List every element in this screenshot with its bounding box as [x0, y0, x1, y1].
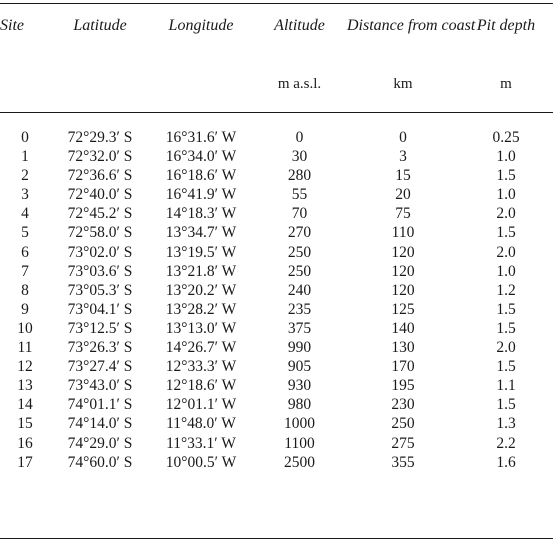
cell-altitude: 905 — [287, 358, 312, 376]
cell-latitude: 73°26.3′ S — [67, 339, 133, 357]
table-row — [0, 243, 553, 262]
cell-pit-depth: 2.2 — [496, 434, 516, 452]
cell-site: 7 — [21, 262, 29, 280]
cell-longitude: 13°21.8′ W — [165, 262, 237, 280]
cell-latitude: 72°58.0′ S — [67, 224, 133, 242]
cell-altitude: 250 — [287, 243, 312, 261]
unit-distance: km — [393, 76, 413, 92]
cell-longitude: 12°18.6′ W — [165, 377, 237, 395]
cell-altitude: 270 — [287, 224, 312, 242]
cell-pit-depth: 1.3 — [496, 415, 516, 433]
cell-distance: 140 — [391, 319, 415, 337]
cell-latitude: 74°29.0′ S — [67, 434, 133, 452]
cell-site: 11 — [17, 339, 33, 357]
cell-latitude: 74°60.0′ S — [67, 453, 133, 471]
cell-latitude: 73°03.6′ S — [67, 262, 133, 280]
table-row — [0, 338, 553, 357]
cell-longitude: 14°26.7′ W — [165, 339, 237, 357]
cell-distance: 230 — [391, 396, 415, 414]
cell-longitude: 16°41.9′ W — [165, 186, 237, 204]
table-row — [0, 414, 553, 433]
cell-altitude: 1100 — [284, 434, 315, 452]
unit-pit-depth: m — [500, 76, 512, 92]
cell-pit-depth: 1.5 — [496, 224, 516, 242]
cell-distance: 3 — [399, 148, 407, 166]
cell-pit-depth: 1.5 — [496, 396, 516, 414]
cell-site: 14 — [17, 396, 33, 414]
cell-pit-depth: 2.0 — [496, 243, 516, 261]
cell-site: 8 — [21, 281, 29, 299]
cell-latitude: 74°14.0′ S — [67, 415, 133, 433]
cell-altitude: 55 — [291, 186, 308, 204]
cell-altitude: 2500 — [284, 453, 315, 471]
cell-longitude: 13°13.0′ W — [165, 319, 237, 337]
bottom-rule — [0, 538, 553, 539]
cell-site: 12 — [17, 358, 33, 376]
cell-distance: 195 — [391, 377, 415, 395]
unit-site — [0, 60, 50, 112]
cell-latitude: 72°40.0′ S — [67, 186, 133, 204]
cell-latitude: 73°02.0′ S — [67, 243, 133, 261]
cell-pit-depth: 1.5 — [496, 300, 516, 318]
cell-longitude: 10°00.5′ W — [165, 453, 237, 471]
cell-distance: 250 — [391, 415, 415, 433]
cell-latitude: 72°29.3′ S — [67, 129, 133, 146]
cell-longitude: 13°28.2′ W — [165, 300, 237, 318]
header-site: Site — [0, 17, 24, 34]
table-row — [0, 281, 553, 300]
cell-latitude: 74°01.1′ S — [67, 396, 133, 414]
cell-latitude: 73°05.3′ S — [67, 281, 133, 299]
cell-distance: 125 — [391, 300, 415, 318]
cell-longitude: 12°33.3′ W — [165, 358, 237, 376]
cell-distance: 0 — [399, 129, 407, 146]
table-row — [0, 223, 553, 242]
cell-altitude: 70 — [291, 205, 308, 223]
unit-latitude — [50, 60, 150, 112]
cell-site: 6 — [21, 243, 29, 261]
table-row — [0, 376, 553, 395]
cell-longitude: 16°34.0′ W — [165, 148, 237, 166]
table-row — [0, 166, 553, 185]
cell-altitude: 0 — [295, 129, 304, 146]
table-row — [0, 204, 553, 223]
cell-distance: 75 — [395, 205, 411, 223]
header-pit-depth: Pit depth — [476, 17, 536, 34]
cell-latitude: 72°36.6′ S — [67, 167, 133, 185]
cell-distance: 170 — [391, 358, 415, 376]
cell-pit-depth: 1.0 — [496, 186, 516, 204]
cell-site: 9 — [21, 300, 29, 318]
cell-altitude: 235 — [287, 300, 312, 318]
cell-longitude: 13°34.7′ W — [165, 224, 237, 242]
cell-longitude: 12°01.1′ W — [165, 396, 237, 414]
cell-altitude: 375 — [287, 319, 312, 337]
cell-altitude: 990 — [287, 339, 312, 357]
cell-site: 15 — [17, 415, 33, 433]
cell-latitude: 72°45.2′ S — [67, 205, 133, 223]
cell-site: 17 — [17, 453, 33, 471]
header-row — [0, 0, 553, 60]
cell-latitude: 72°32.0′ S — [67, 148, 133, 166]
unit-longitude — [150, 60, 252, 112]
table-header — [0, 0, 553, 112]
cell-latitude: 73°04.1′ S — [67, 300, 133, 318]
cell-latitude: 73°43.0′ S — [67, 377, 133, 395]
cell-latitude: 73°27.4′ S — [67, 358, 133, 376]
table-row — [0, 262, 553, 281]
cell-latitude: 73°12.5′ S — [67, 319, 133, 337]
spacer-row — [0, 112, 553, 128]
cell-site: 2 — [21, 167, 29, 185]
cell-altitude: 240 — [287, 281, 312, 299]
cell-site: 0 — [21, 129, 29, 146]
cell-site: 16 — [17, 434, 33, 452]
cell-pit-depth: 0.25 — [492, 129, 520, 146]
cell-pit-depth: 1.0 — [496, 262, 516, 280]
unit-altitude: m a.s.l. — [277, 76, 322, 92]
cell-pit-depth: 1.2 — [496, 281, 516, 299]
cell-distance: 275 — [391, 434, 415, 452]
cell-distance: 120 — [391, 281, 415, 299]
cell-longitude: 14°18.3′ W — [165, 205, 237, 223]
cell-longitude: 11°33.1′ W — [166, 434, 236, 452]
cell-altitude: 250 — [287, 262, 312, 280]
cell-distance: 120 — [391, 262, 415, 280]
cell-pit-depth: 1.1 — [496, 377, 516, 395]
table-row — [0, 395, 553, 414]
header-longitude: Longitude — [168, 17, 234, 34]
table-row — [0, 319, 553, 338]
cell-altitude: 930 — [287, 377, 312, 395]
cell-longitude: 16°31.6′ W — [165, 129, 237, 146]
table-row — [0, 300, 553, 319]
cell-site: 13 — [17, 377, 33, 395]
cell-altitude: 1000 — [284, 415, 315, 433]
cell-pit-depth: 2.0 — [496, 205, 516, 223]
cell-site: 10 — [17, 319, 33, 337]
table-row — [0, 453, 553, 472]
cell-altitude: 280 — [287, 167, 312, 185]
cell-distance: 20 — [395, 186, 411, 204]
cell-distance: 130 — [391, 339, 415, 357]
cell-longitude: 13°19.5′ W — [165, 243, 237, 261]
cell-pit-depth: 2.0 — [496, 339, 516, 357]
table-row — [0, 434, 553, 453]
cell-altitude: 980 — [287, 396, 312, 414]
cell-altitude: 30 — [291, 148, 308, 166]
table-row — [0, 357, 553, 376]
table-row — [0, 128, 553, 147]
cell-pit-depth: 1.5 — [496, 167, 516, 185]
table-row — [0, 185, 553, 204]
table-row — [0, 147, 553, 166]
cell-longitude: 13°20.2′ W — [165, 281, 237, 299]
cell-site: 3 — [21, 186, 29, 204]
cell-pit-depth: 1.5 — [496, 319, 516, 337]
cell-site: 5 — [21, 224, 29, 242]
cell-pit-depth: 1.0 — [496, 148, 516, 166]
cell-distance: 120 — [391, 243, 415, 261]
header-distance: Distance from coast — [347, 17, 476, 34]
cell-longitude: 11°48.0′ W — [166, 415, 236, 433]
units-row — [0, 60, 553, 112]
cell-longitude: 16°18.6′ W — [165, 167, 237, 185]
table-body — [0, 112, 553, 472]
cell-site: 4 — [21, 205, 29, 223]
header-latitude: Latitude — [73, 17, 127, 34]
header-altitude: Altitude — [274, 17, 325, 34]
cell-pit-depth: 1.5 — [496, 358, 516, 376]
cell-pit-depth: 1.6 — [496, 453, 516, 471]
cell-distance: 355 — [391, 453, 415, 471]
cell-distance: 110 — [391, 224, 415, 242]
cell-site: 1 — [21, 148, 29, 166]
cell-distance: 15 — [395, 167, 411, 185]
